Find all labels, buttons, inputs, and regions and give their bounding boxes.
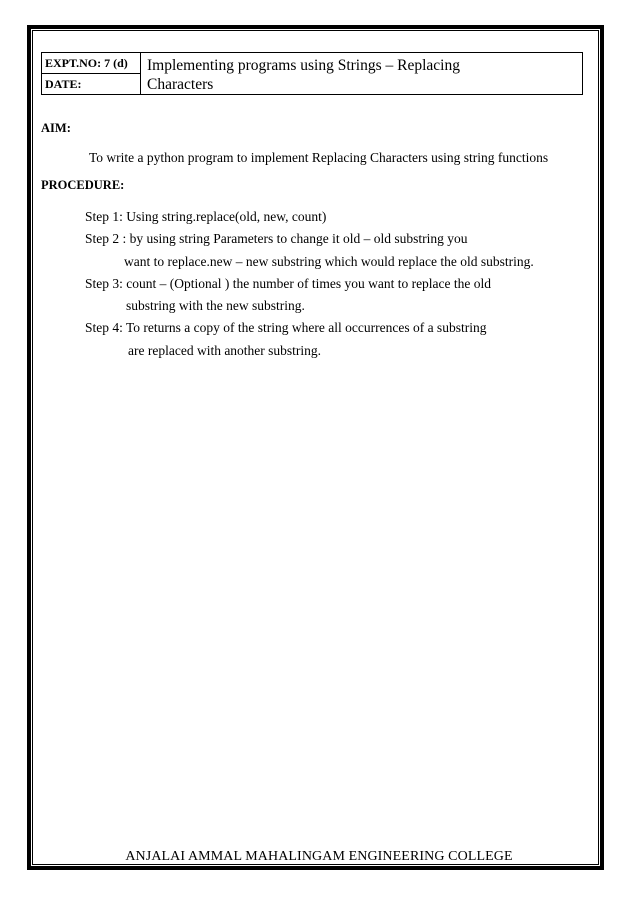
procedure-step-4-continued: are replaced with another substring. [128,343,322,358]
procedure-step-3: Step 3: count – (Optional ) the number of times you want to replace the old [85,276,492,291]
experiment-title: Implementing programs using Strings – Replacing Characters [147,57,460,93]
expt-no-label: EXPT.NO: 7 (d) [42,53,140,74]
procedure-step-4: Step 4: To returns a copy of the string where all occurrences of a substring [85,320,487,335]
header-left-column [42,53,141,94]
procedure-step-3-continued: substring with the new substring. [126,298,305,313]
aim-heading: AIM: [41,121,71,135]
experiment-header-table [41,52,583,95]
procedure-step-2: Step 2 : by using string Parameters to change it old – old substring you [85,231,468,246]
procedure-heading: PROCEDURE: [41,178,125,192]
date-label: DATE: [45,77,82,91]
college-footer: ANJALAI AMMAL MAHALINGAM ENGINEERING COLLEGE [125,849,513,864]
procedure-step-1: Step 1: Using string.replace(old, new, count) [85,209,327,224]
aim-text: To write a python program to implement Replacing Characters using string functions [89,150,549,165]
procedure-step-2-continued: want to replace.new – new substring which would replace the old substring. [124,254,534,269]
